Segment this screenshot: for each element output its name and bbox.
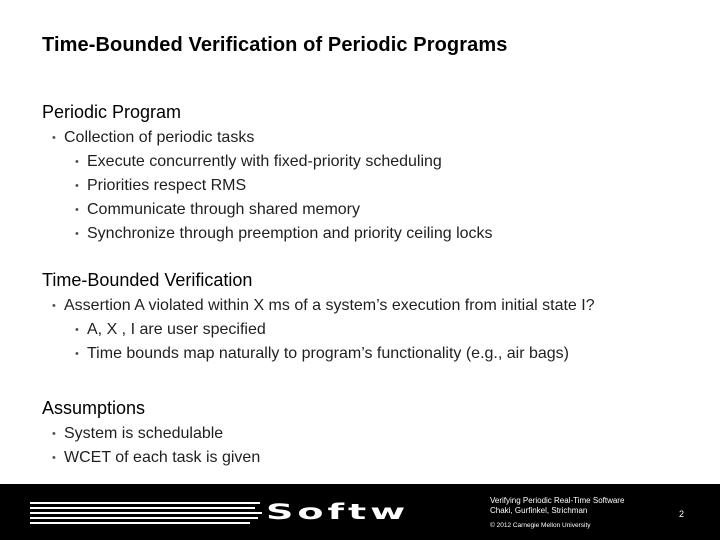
section-heading: Assumptions bbox=[42, 398, 146, 418]
sub-bullet-item: • Synchronize through preemption and priority ceiling locks bbox=[42, 222, 702, 246]
footer-copyright: © 2012 Carnegie Mellon University bbox=[490, 522, 591, 529]
section bbox=[42, 268, 702, 366]
footer-talk-title: Verifying Periodic Real-Time Software bbox=[490, 496, 625, 505]
footer-info bbox=[490, 496, 624, 531]
bullet-list bbox=[42, 422, 702, 470]
footer-bar bbox=[0, 484, 720, 540]
sub-bullet-item: • Communicate through shared memory bbox=[42, 198, 702, 222]
logo-wordmark: Softw bbox=[266, 499, 410, 525]
slide-title: Time-Bounded Verification of Periodic Programs bbox=[42, 34, 508, 56]
slide-content bbox=[42, 100, 702, 492]
sub-bullet-item: • A, X , I are user specified bbox=[42, 318, 702, 342]
section bbox=[42, 100, 702, 246]
section-heading: Time-Bounded Verification bbox=[42, 270, 253, 290]
bullet-item: • System is schedulable bbox=[42, 422, 702, 446]
page-number: 2 bbox=[678, 509, 684, 519]
section-heading: Periodic Program bbox=[42, 102, 182, 122]
sub-bullet-item: • Priorities respect RMS bbox=[42, 174, 702, 198]
bullet-list bbox=[42, 294, 702, 366]
sub-bullet-item: • Time bounds map naturally to program’s functionality (e.g., air bags) bbox=[42, 342, 702, 366]
sei-logo bbox=[30, 494, 475, 530]
footer-authors: Chaki, Gurfinkel, Strichman bbox=[490, 506, 588, 515]
section bbox=[42, 396, 702, 470]
bullet-item: • WCET of each task is given bbox=[42, 446, 702, 470]
bullet-item: • Collection of periodic tasks bbox=[42, 126, 702, 150]
bullet-item: • Assertion A violated within X ms of a system’s execution from initial state I? bbox=[42, 294, 702, 318]
bullet-list bbox=[42, 126, 702, 246]
sub-bullet-item: • Execute concurrently with fixed-priority scheduling bbox=[42, 150, 702, 174]
